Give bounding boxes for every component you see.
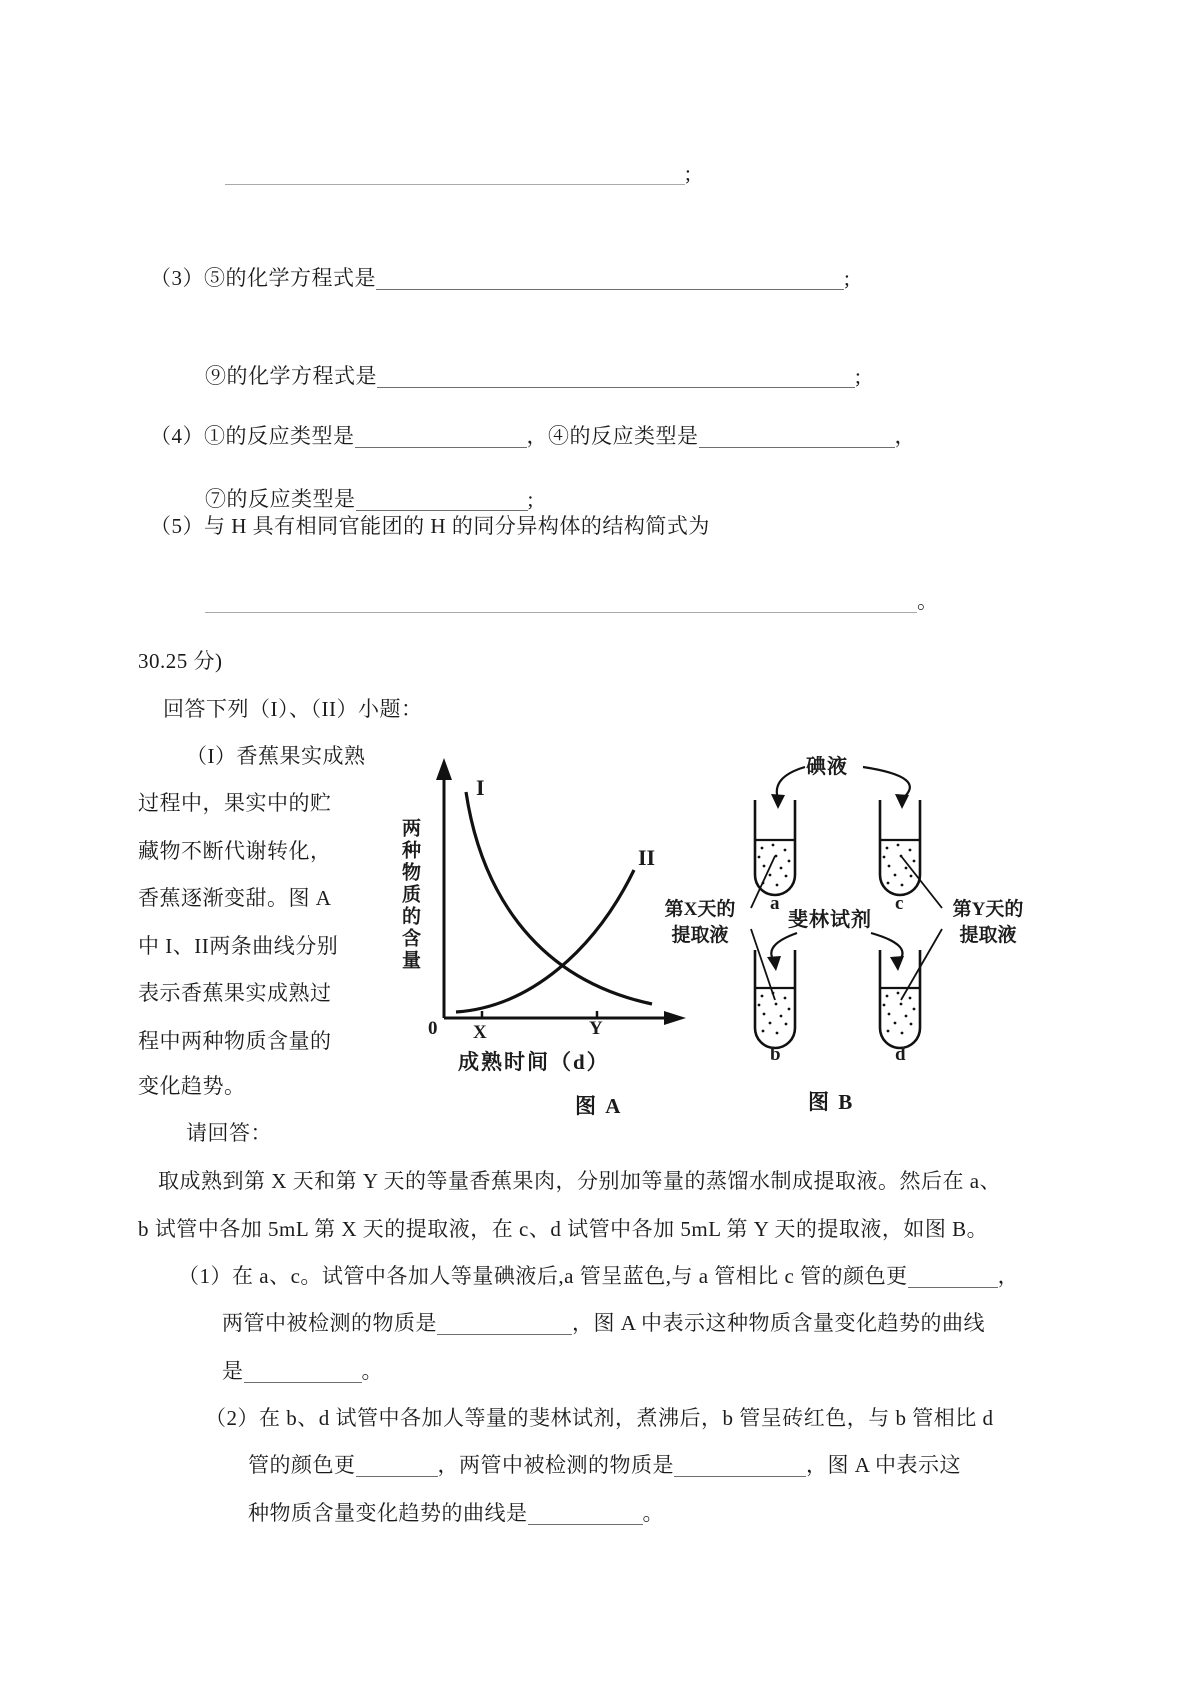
sub-question-2-line: 管的颜色更 ，两管中被检测的物质是 ，图 A 中表示这 xyxy=(248,1453,962,1477)
question-line-4b xyxy=(205,486,534,512)
figure-b-caption: 图 B xyxy=(808,1090,855,1114)
please-answer: 请回答： xyxy=(186,1121,272,1145)
answer-blank xyxy=(244,1361,362,1383)
question-number: 30.25 分) xyxy=(138,649,223,673)
sub-question-2-line: 种物质含量变化趋势的曲线是 。 xyxy=(248,1501,664,1525)
question-text: （3）⑤的化学方程式是 xyxy=(150,266,376,290)
fehling-label: 斐林试剂 xyxy=(788,909,872,931)
iodine-label: 碘液 xyxy=(806,756,848,778)
punctuation: ， xyxy=(894,424,916,448)
answer-blank xyxy=(225,163,685,185)
answer-blank xyxy=(528,1503,643,1525)
body-text-line: （I）香蕉果实成熟 xyxy=(186,744,366,768)
sub-question-1-line: 是 。 xyxy=(222,1359,383,1383)
curve-II-label: II xyxy=(638,845,656,870)
punctuation: ; xyxy=(855,364,862,388)
question-line-5 xyxy=(150,513,710,539)
answer-blank xyxy=(355,426,527,448)
figure-a-ylabel: 两种物质的含量 xyxy=(399,818,420,972)
question-text: ⑨的化学方程式是 xyxy=(205,364,377,388)
body-text-line: 中 I、II两条曲线分别 xyxy=(138,934,339,958)
answer-blank xyxy=(699,426,895,448)
tube-a-label: a xyxy=(770,893,780,914)
question-line-3b xyxy=(205,363,861,389)
tube-d-label: d xyxy=(895,1044,906,1065)
x-tick-label: X xyxy=(473,1022,487,1043)
answer-blank xyxy=(376,268,844,290)
leader-y-to-d xyxy=(901,929,942,1000)
figure-a-caption: 图 A xyxy=(575,1094,623,1118)
arrow-icon xyxy=(771,794,785,809)
iodine-arrow-left xyxy=(777,767,805,799)
extract-y-label: 第Y天的 提取液 xyxy=(952,899,1024,946)
question-text: （4）①的反应类型是 xyxy=(150,424,355,448)
y-tick-label: Y xyxy=(589,1018,603,1039)
tube-c-label: c xyxy=(895,893,904,914)
question-text: ⑦的反应类型是 xyxy=(205,487,356,511)
answer-blank xyxy=(205,591,917,613)
origin-label: 0 xyxy=(428,1018,438,1039)
punctuation: ; xyxy=(685,161,692,185)
sub-question-1-line: 两管中被检测的物质是 ，图 A 中表示这种物质含量变化趋势的曲线 xyxy=(222,1311,986,1335)
body-text-line: 香蕉逐渐变甜。图 A xyxy=(138,886,332,910)
paragraph-line: 取成熟到第 X 天和第 Y 天的等量香蕉果肉，分别加等量的蒸馏水制成提取液。然后在 a、 xyxy=(158,1169,1002,1193)
question-text: ，④的反应类型是 xyxy=(526,424,699,448)
arrow-icon xyxy=(767,956,781,971)
answer-blank xyxy=(437,1313,572,1335)
iodine-arrow-right xyxy=(863,767,910,799)
body-text-line: 变化趋势。 xyxy=(138,1074,246,1098)
answer-blank xyxy=(908,1266,998,1288)
body-text-line: 程中两种物质含量的 xyxy=(138,1029,332,1053)
question-line-3 xyxy=(150,265,850,291)
question-line xyxy=(225,160,691,186)
punctuation: ; xyxy=(844,266,851,290)
body-text-line: 过程中，果实中的贮 xyxy=(138,791,332,815)
punctuation: ; xyxy=(527,487,534,511)
body-text-line: 藏物不断代谢转化， xyxy=(138,839,332,863)
figure-a-xlabel: 成熟时间（d） xyxy=(458,1050,610,1074)
punctuation: 。 xyxy=(917,589,939,613)
body-text-line: 表示香蕉果实成熟过 xyxy=(138,981,332,1005)
answer-blank xyxy=(356,489,528,511)
question-line-4 xyxy=(150,423,916,449)
y-axis-arrow-icon xyxy=(436,758,452,780)
sub-question-1-line: （1）在 a、c。试管中各加人等量碘液后,a 管呈蓝色,与 a 管相比 c 管的颜色更 ， xyxy=(178,1264,1020,1288)
arrow-icon xyxy=(895,794,909,809)
leader-y-to-c xyxy=(901,856,942,908)
tube-b-label: b xyxy=(770,1044,781,1065)
sub-question-2-line: （2）在 b、d 试管中各加人等量的斐林试剂，煮沸后，b 管呈砖红色，与 b 管相比 d xyxy=(205,1406,994,1430)
arrow-icon xyxy=(890,956,904,971)
question-text: （5）与 H 具有相同官能团的 H 的同分异构体的结构简式为 xyxy=(150,514,710,538)
curve-I xyxy=(466,792,652,1004)
answer-blank xyxy=(377,366,855,388)
extract-x-label: 第X天的 提取液 xyxy=(664,899,736,946)
question-line xyxy=(205,588,939,614)
answer-blank xyxy=(356,1455,438,1477)
curve-I-label: I xyxy=(476,775,485,800)
question-intro: 回答下列（I）、（II）小题： xyxy=(163,697,423,721)
answer-blank xyxy=(674,1455,806,1477)
paragraph-line: b 试管中各加 5mL 第 X 天的提取液，在 c、d 试管中各加 5mL 第 Y 天的提取液，如图 B。 xyxy=(138,1217,989,1241)
